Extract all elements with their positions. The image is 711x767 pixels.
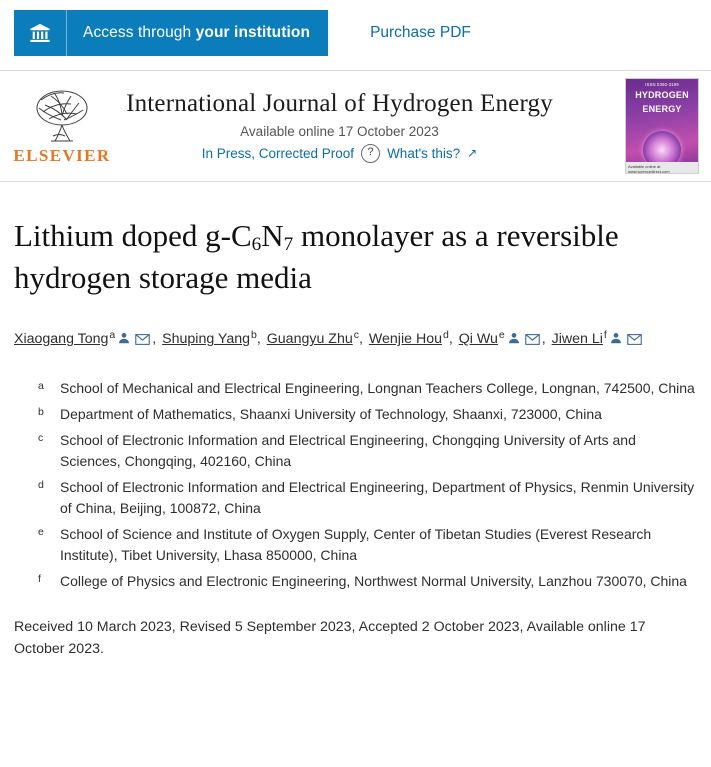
author-affiliation-marker: f <box>603 328 607 341</box>
author-profile-icon[interactable] <box>117 327 131 356</box>
author-profile-icon[interactable] <box>507 327 521 356</box>
author-entry: Qi Wu$^e$ , <box>459 331 548 347</box>
author-affiliation-marker: d <box>442 328 449 341</box>
author-name[interactable]: Jiwen Li <box>551 331 603 348</box>
author-affiliation-marker: a <box>109 328 116 341</box>
affiliation-marker: c <box>38 432 44 445</box>
affiliation-marker: a <box>38 380 44 393</box>
affiliation-item <box>38 404 697 425</box>
available-online-date: Available online 17 October 2023 <box>240 123 439 139</box>
affiliation-item <box>38 571 697 592</box>
access-bar <box>0 0 711 66</box>
affiliation-item <box>38 477 697 519</box>
whats-this-link[interactable]: What's this? <box>387 145 461 161</box>
affiliation-marker: d <box>38 479 44 492</box>
elsevier-tree-icon <box>10 86 114 144</box>
affiliation-marker: e <box>38 526 44 539</box>
author-entry <box>551 328 644 348</box>
author-name[interactable]: Wenjie Hou <box>368 331 442 348</box>
cover-title-line1: HYDROGEN <box>635 90 689 101</box>
access-through-institution-button[interactable] <box>14 10 328 56</box>
status-badge: In Press, Corrected Proof <box>201 145 355 161</box>
elsevier-logo[interactable] <box>10 86 114 166</box>
author-affiliation-marker: b <box>251 328 257 341</box>
page-title: Lithium doped $g-C_6N_7$ monolayer as a reversible hydrogen storage media <box>14 218 619 296</box>
author-name[interactable]: Guangyu Zhu <box>266 331 353 348</box>
author-email-icon[interactable] <box>525 327 540 356</box>
affiliation-list <box>38 378 697 592</box>
affiliation-item <box>38 430 697 472</box>
affiliation-marker: b <box>38 406 44 419</box>
purchase-pdf-link[interactable]: Purchase PDF <box>370 24 471 41</box>
publication-history: Received 10 March 2023, Revised 5 September 2023, Accepted 2 October 2023, Available online 17 October 2023. <box>14 619 646 658</box>
affiliation-text: School of Science and Institute of Oxygen Supply, Center of Tibetan Studies (Everest Research Institute), Tibet University, Lhasa 850000, China <box>60 526 652 564</box>
affiliation-item <box>38 524 697 566</box>
author-entry: Xiaogang Tong$^a$ , <box>14 331 158 347</box>
elsevier-wordmark: ELSEVIER <box>13 146 111 165</box>
journal-cover-image[interactable] <box>625 78 699 174</box>
author-email-icon[interactable] <box>135 327 150 356</box>
affiliation-item <box>38 378 697 399</box>
journal-banner <box>0 70 711 182</box>
author-entry: Shuping Yang$^b$, <box>162 328 261 348</box>
access-button-label: Access through your institution <box>83 24 311 41</box>
affiliation-text: School of Electronic Information and Electrical Engineering, Department of Physics, Renmin University of China, Beijing, 100872, China <box>60 479 695 517</box>
article-header <box>0 216 711 660</box>
external-link-icon: ↗ <box>467 146 478 160</box>
author-profile-icon[interactable] <box>609 327 623 356</box>
author-entry: Wenjie Hou$^d$, <box>368 328 453 348</box>
affiliation-text: College of Physics and Electronic Engineering, Northwest Normal University, Lanzhou 730070, China <box>60 573 687 590</box>
author-email-icon[interactable] <box>627 327 642 356</box>
affiliation-text: Department of Mathematics, Shaanxi University of Technology, Shaanxi, 723000, China <box>60 406 602 423</box>
publication-status-row <box>114 144 565 163</box>
journal-title[interactable]: International Journal of Hydrogen Energy <box>126 89 553 117</box>
author-name[interactable]: Qi Wu <box>458 331 498 348</box>
cover-title-line2: ENERGY <box>642 103 682 114</box>
author-name[interactable]: Shuping Yang <box>162 331 250 348</box>
cover-footer-text: Available online at www.sciencedirect.com <box>626 162 698 173</box>
cover-top-text: ISSN 0360-3199 <box>645 82 679 87</box>
author-name[interactable]: Xiaogang Tong <box>14 331 109 348</box>
affiliation-text: School of Electronic Information and Electrical Engineering, Chongqing University of Arts and Sciences, Chongqing, 402160, China <box>60 432 636 470</box>
author-list <box>14 325 697 357</box>
affiliation-marker: f <box>38 573 41 586</box>
journal-info <box>114 90 625 163</box>
author-affiliation-marker: c <box>353 328 359 341</box>
institution-icon <box>14 10 67 56</box>
affiliation-text: School of Mechanical and Electrical Engineering, Longnan Teachers College, Longnan, 742500, China <box>60 380 695 397</box>
author-entry: Guangyu Zhu$^c$, <box>266 328 363 348</box>
author-affiliation-marker: e <box>498 328 505 341</box>
question-mark-icon[interactable]: ? <box>361 144 380 163</box>
